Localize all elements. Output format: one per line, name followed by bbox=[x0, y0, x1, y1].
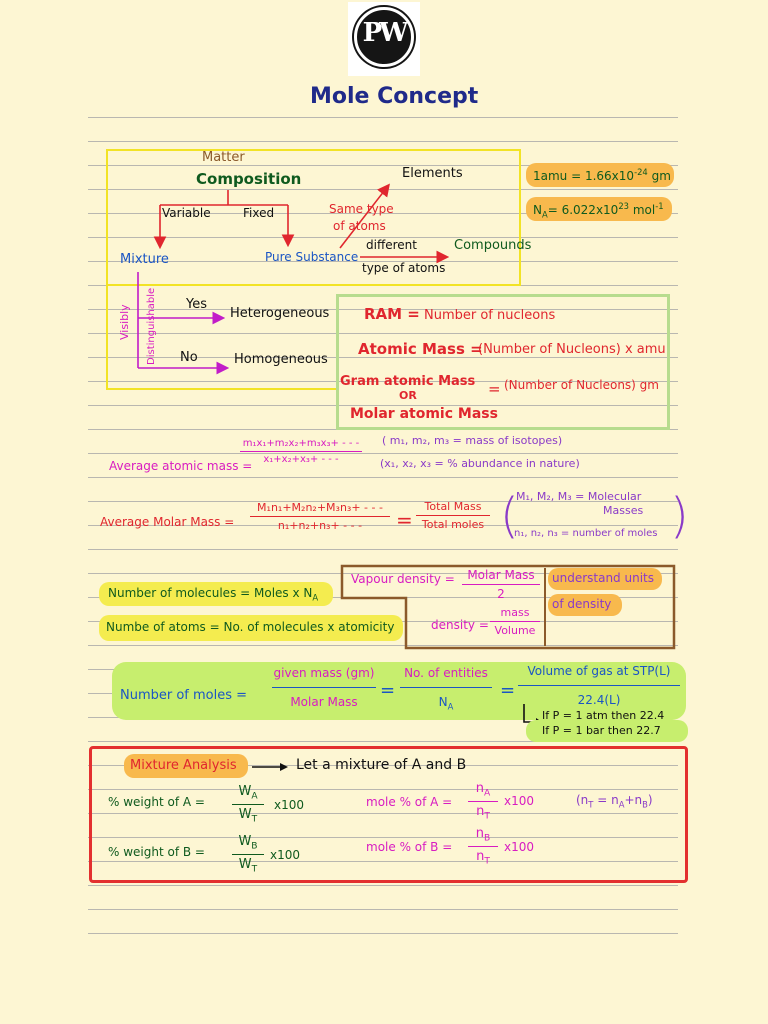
mole-a-den-text: n bbox=[476, 803, 485, 819]
avg-molar-num2: Total Mass bbox=[424, 500, 482, 513]
weight-b-fraction bbox=[232, 834, 264, 874]
mole-a-fraction bbox=[468, 781, 498, 821]
density-den: Volume bbox=[494, 624, 536, 637]
na-uexp: -1 bbox=[655, 201, 664, 211]
molar-atomic-label: Molar atomic Mass bbox=[350, 406, 498, 422]
understand-line1: understand units bbox=[552, 571, 654, 585]
avg-atomic-den: x₁+x₂+x₃+ - - - bbox=[263, 454, 339, 465]
avg-atomic-note2: (x₁, x₂, x₃ = % abundance in nature) bbox=[380, 457, 580, 470]
weight-b-den-text: W bbox=[238, 856, 252, 872]
nt-open: (n bbox=[576, 793, 589, 807]
tree-composition: Composition bbox=[196, 170, 302, 188]
moles-n3: Volume of gas at STP(L) bbox=[527, 664, 671, 678]
mole-a-num-sub: A bbox=[484, 788, 491, 799]
mole-b-den-text: n bbox=[476, 848, 485, 864]
molecules-sub: A bbox=[312, 592, 319, 603]
weight-a-den bbox=[232, 807, 264, 825]
nt-plus: +n bbox=[624, 793, 643, 807]
tree-homogeneous: Homogeneous bbox=[234, 352, 328, 367]
moles-label: Number of moles = bbox=[120, 688, 248, 703]
weight-a-num-sub: A bbox=[251, 791, 258, 802]
avg-molar-paren-open: ( bbox=[500, 488, 519, 544]
weight-b-num-text: W bbox=[238, 834, 252, 849]
weight-a-tail: x100 bbox=[274, 798, 305, 812]
weight-b-label: % weight of B = bbox=[108, 845, 205, 859]
tree-fixed: Fixed bbox=[243, 206, 275, 220]
moles-n1: given mass (gm) bbox=[273, 666, 375, 680]
weight-b-num bbox=[232, 834, 264, 852]
tree-yes: Yes bbox=[186, 297, 207, 312]
mole-a-bar bbox=[468, 801, 498, 802]
mole-b-num-text: n bbox=[475, 826, 484, 841]
logo-text: PW bbox=[362, 18, 406, 48]
avg-molar-note-c: n₁, n₂, n₃ = number of moles bbox=[514, 528, 658, 539]
nt-a: A bbox=[618, 799, 625, 810]
mole-b-fraction bbox=[468, 826, 498, 866]
na-eq: = 6.022x10 bbox=[547, 203, 619, 217]
mole-b-bar bbox=[468, 846, 498, 847]
avg-molar-den2: Total moles bbox=[421, 518, 485, 531]
avg-molar-paren-close: ) bbox=[670, 488, 689, 544]
stp-if1: If P = 1 atm then 22.4 bbox=[542, 709, 665, 722]
na-sub: A bbox=[541, 209, 548, 220]
avg-molar-note-b: Masses bbox=[603, 504, 644, 517]
weight-b-bar bbox=[232, 854, 264, 855]
mole-a-num bbox=[468, 781, 498, 799]
understand-line2: of density bbox=[552, 597, 612, 611]
vapour-den: 2 bbox=[497, 587, 505, 601]
moles-eq1: = bbox=[380, 680, 396, 701]
amu-unit: gm bbox=[651, 169, 671, 183]
tree-same-type: Same type bbox=[329, 202, 394, 216]
page-title: Mole Concept bbox=[310, 84, 479, 109]
weight-a-num bbox=[232, 784, 264, 802]
gram-atomic-label: Gram atomic Mass bbox=[340, 374, 476, 389]
tree-variable: Variable bbox=[162, 206, 211, 220]
weight-b-tail: x100 bbox=[270, 848, 301, 862]
weight-a-bar bbox=[232, 804, 264, 805]
avg-molar-num: M₁n₁+M₂n₂+M₃n₃+ - - - bbox=[257, 501, 383, 514]
tree-visibly: Visibly bbox=[118, 304, 131, 340]
ram-value: Number of nucleons bbox=[424, 308, 556, 323]
tree-mixture: Mixture bbox=[120, 252, 169, 267]
density-num: mass bbox=[500, 606, 530, 619]
mole-a-den-sub: T bbox=[484, 811, 490, 822]
avg-atomic-num: m₁x₁+m₂x₂+m₃x₃+ - - - bbox=[242, 438, 360, 449]
atomic-mass-value: (Number of Nucleons) x amu bbox=[478, 342, 666, 357]
or-label: OR bbox=[399, 389, 417, 402]
mole-a-tail: x100 bbox=[504, 794, 535, 808]
avg-molar-label: Average Molar Mass = bbox=[100, 515, 235, 529]
tree-matter: Matter bbox=[202, 150, 245, 165]
mole-b-den-sub: T bbox=[484, 856, 490, 867]
amu-exp: -24 bbox=[634, 167, 648, 177]
nt-eq: = n bbox=[593, 793, 619, 807]
mole-b-den bbox=[468, 849, 498, 867]
avg-molar-eq: = bbox=[396, 508, 413, 532]
avg-molar-den: n₁+n₂+n₃+ - - - bbox=[277, 519, 363, 532]
mole-a-label: mole % of A = bbox=[366, 795, 453, 809]
tree-distinguishable: Distinguishable bbox=[146, 287, 157, 365]
nt-note bbox=[576, 793, 653, 809]
atoms-line: Numbe of atoms = No. of molecules x atomicity bbox=[106, 620, 395, 634]
weight-a-num-text: W bbox=[238, 784, 252, 799]
na-label: N bbox=[533, 203, 542, 217]
atomic-mass-label: Atomic Mass = bbox=[358, 340, 483, 358]
tree-pure-substance: Pure Substance bbox=[265, 250, 359, 264]
mixture-intro: Let a mixture of A and B bbox=[296, 757, 467, 773]
avg-molar-note-a: M₁, M₂, M₃ = Molecular bbox=[516, 490, 642, 503]
avg-atomic-note1: ( m₁, m₂, m₃ = mass of isotopes) bbox=[382, 434, 563, 447]
weight-a-label: % weight of A = bbox=[108, 795, 205, 809]
tree-no: No bbox=[180, 350, 198, 365]
ram-label: RAM = bbox=[364, 305, 420, 323]
tree-different: different bbox=[366, 238, 417, 252]
avg-atomic-label: Average atomic mass = bbox=[109, 459, 253, 473]
tree-type-of-atoms: type of atoms bbox=[362, 261, 446, 275]
weight-a-den-text: W bbox=[238, 806, 252, 822]
amu-label: 1amu = 1.66x10 bbox=[533, 169, 635, 183]
moles-eq2: = bbox=[500, 680, 516, 701]
na-unit: mol bbox=[632, 203, 656, 217]
nt-close: ) bbox=[647, 793, 653, 807]
weight-a-den-sub: T bbox=[251, 814, 258, 825]
vapour-label: Vapour density = bbox=[351, 572, 455, 586]
gram-atomic-value: (Number of Nucleons) gm bbox=[504, 378, 659, 392]
gram-eq: = bbox=[488, 380, 501, 398]
nt-sub: T bbox=[588, 799, 594, 810]
mole-b-num-sub: B bbox=[484, 833, 491, 844]
mixture-analysis-label: Mixture Analysis bbox=[130, 758, 237, 773]
moles-d3: 22.4(L) bbox=[577, 693, 621, 707]
mole-a-den bbox=[468, 804, 498, 822]
nt-b: B bbox=[642, 799, 648, 810]
mole-b-tail: x100 bbox=[504, 840, 535, 854]
weight-b-den-sub: T bbox=[251, 864, 258, 875]
moles-n2: No. of entities bbox=[404, 666, 488, 680]
stp-if2: If P = 1 bar then 22.7 bbox=[542, 724, 661, 737]
weight-a-fraction bbox=[232, 784, 264, 824]
vapour-num: Molar Mass bbox=[467, 568, 535, 582]
weight-b-den bbox=[232, 857, 264, 875]
mole-a-num-text: n bbox=[475, 781, 484, 796]
tree-compounds: Compounds bbox=[454, 238, 532, 253]
mole-b-num bbox=[468, 826, 498, 844]
molecules-text: Number of molecules = Moles x N bbox=[108, 586, 313, 600]
moles-d1: Molar Mass bbox=[290, 695, 358, 709]
na-exp: 23 bbox=[618, 201, 629, 211]
moles-d2-sub: A bbox=[447, 701, 454, 712]
weight-b-num-sub: B bbox=[251, 841, 258, 852]
tree-heterogeneous: Heterogeneous bbox=[230, 306, 330, 321]
mole-b-label: mole % of B = bbox=[366, 840, 453, 854]
moles-d2-text: N bbox=[438, 695, 448, 709]
tree-of-atoms: of atoms bbox=[333, 219, 386, 233]
tree-elements: Elements bbox=[402, 166, 463, 181]
density-label: density = bbox=[431, 618, 489, 632]
